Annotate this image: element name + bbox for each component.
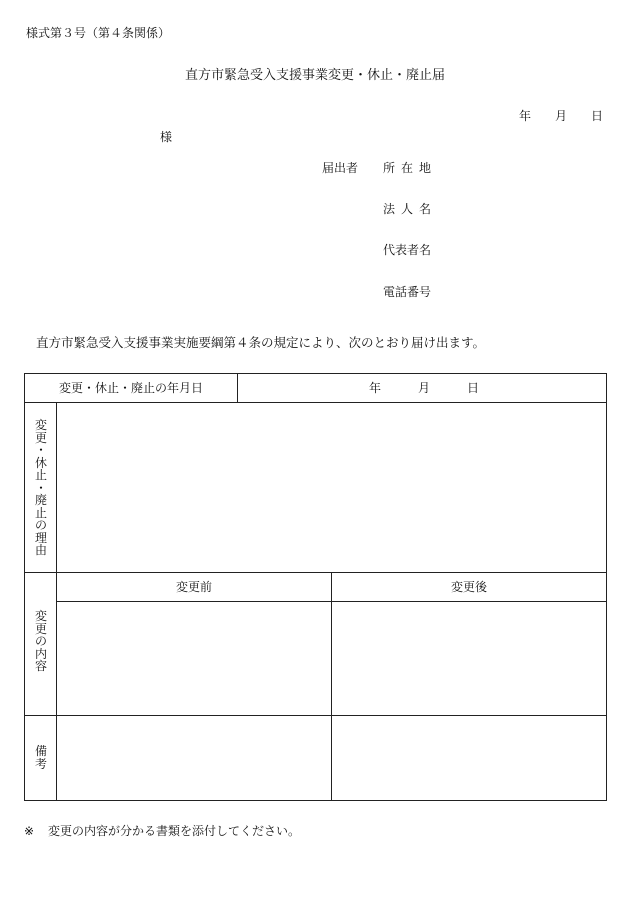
change-content-label [25, 610, 57, 673]
remarks-label [25, 745, 57, 770]
vertical-label-char: 止 [34, 505, 47, 520]
filer-corporation-label: 法人名 [383, 202, 438, 216]
filer-label: 届出者 [322, 161, 359, 175]
attachment-note [24, 825, 300, 837]
vertical-label-char: 更 [34, 430, 47, 445]
vertical-label-char: 由 [34, 543, 47, 557]
row-divider [25, 572, 606, 573]
change-date-year-label: 年 [369, 381, 382, 395]
addressee-honorific: 様 [160, 130, 173, 144]
date-day-label: 日 [591, 109, 604, 123]
vertical-label-char: 容 [34, 659, 47, 673]
vertical-label-char: 考 [34, 756, 47, 771]
vertical-label-char: ・ [34, 480, 47, 495]
vertical-label-char: 理 [34, 530, 47, 545]
vertical-label-char: 更 [34, 621, 47, 636]
before-change-header: 変更前 [175, 580, 212, 594]
filer-phone-label: 電話番号 [383, 285, 432, 299]
vertical-label-char: 止 [34, 468, 47, 482]
filer-representative-label: 代表者名 [383, 243, 432, 257]
column-divider [237, 374, 238, 402]
vertical-label-char: 内 [34, 646, 47, 661]
change-date-day-label: 日 [467, 381, 480, 395]
vertical-label-char: 備 [34, 744, 47, 758]
note-text: 変更の内容が分かる書類を添付してください。 [48, 824, 301, 838]
vertical-label-char: 変 [34, 418, 47, 432]
after-change-input-area[interactable] [332, 602, 606, 715]
reason-label [25, 419, 57, 557]
vertical-label-char: 変 [34, 609, 47, 623]
form-number: 様式第３号（第４条関係） [26, 26, 171, 40]
note-mark: ※ [24, 824, 35, 838]
before-change-input-area[interactable] [57, 602, 331, 715]
date-year-label: 年 [519, 109, 532, 123]
after-change-header: 変更後 [450, 580, 487, 594]
statement-text: 直方市緊急受入支援事業実施要綱第４条の規定により、次のとおり届け出ます。 [36, 335, 486, 350]
change-date-month-label: 月 [418, 381, 431, 395]
date-month-label: 月 [555, 109, 568, 123]
vertical-label-char: 廃 [34, 493, 47, 507]
submission-date [519, 110, 603, 122]
document-title: 直方市緊急受入支援事業変更・休止・廃止届 [184, 68, 445, 83]
vertical-label-char: 休 [34, 455, 47, 470]
vertical-label-char: の [34, 634, 47, 648]
reason-input-area[interactable] [57, 403, 606, 572]
remarks-right-input-area[interactable] [332, 716, 606, 800]
remarks-left-input-area[interactable] [57, 716, 331, 800]
vertical-label-char: ・ [34, 443, 47, 457]
change-date-label: 変更・休止・廃止の年月日 [58, 381, 203, 395]
form-table [24, 373, 607, 801]
filer-address-label: 所在地 [383, 161, 438, 175]
vertical-label-char: の [34, 518, 47, 532]
